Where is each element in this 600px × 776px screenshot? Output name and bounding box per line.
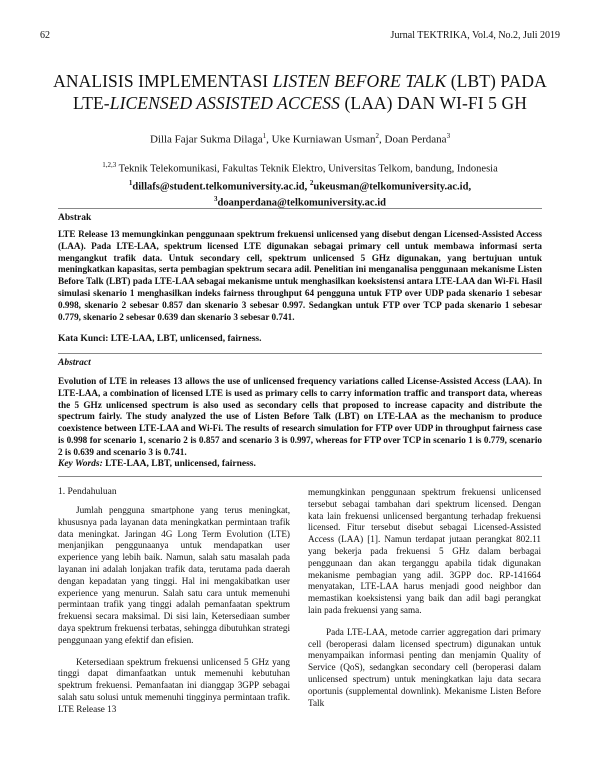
divider bbox=[58, 476, 542, 477]
paragraph: memungkinkan penggunaan spektrum frekuensi unlicensed tersebut sebagai tambahan dari spektrum licensed. Dengan kata lain frekuensi unlicensed bergantung terhadap frekuensi licensed. Fitur tersebut disebut sebagai Licensed-Assisted Access (LAA) [1]. Namun terdapat jutaan perangkat 802.11 yang bekerja pada frekuensi 5 GHz dalam berbagai penggunaan dan akan terganggu apabila tidak digunakan mekanisme pembagian yang adil. 3GPP doc. RP-141664 menyatakan, LTE-LAA harus menjadi good neighbor dan memastikan koeksistensi yang baik dan adil bagi perangkat lain pada frekuensi yang sama. bbox=[308, 487, 541, 615]
key-words: Key Words: LTE-LAA, LBT, unlicensed, fairness. bbox=[58, 459, 256, 469]
journal-header: Jurnal TEKTRIKA, Vol.4, No.2, Juli 2019 bbox=[390, 30, 560, 41]
title-line-2: LTE-LICENSED ASSISTED ACCESS (LAA) DAN WI-FI 5 GH bbox=[73, 93, 527, 113]
affiliation bbox=[40, 158, 560, 210]
paragraph: Ketersediaan spektrum frekuensi unlicensed 5 GHz yang tinggi dapat dimanfaatkan untuk memenuhi kebutuhan spektrum frekuensi. Pemanfaatan ini dianggap 3GPP sebagai salah satu solusi untuk memenuhi tingginya permintaan trafik. LTE Release 13 bbox=[58, 656, 290, 714]
divider bbox=[58, 353, 542, 354]
right-column bbox=[308, 487, 541, 709]
kata-kunci: Kata Kunci: LTE-LAA, LBT, unlicensed, fairness. bbox=[58, 334, 262, 344]
abstrak-text: LTE Release 13 memungkinkan penggunaan spektrum frekuensi unlicensed yang disebut dengan Licensed-Assisted Access (LAA). Pada LTE-LAA, spektrum licensed LTE digunakan sebagai primary cell untuk membawa informasi serta mengangkut trafik data. Untuk secondary cell, spektrum unlicensed 5 GHz digunakan, yang bertujuan untuk meningkatkan kapasitas, serta pembagian spektrum secara adil. Penelitian ini menganalisa penggunaan mekanisme Listen Before Talk (LBT) pada LTE-LAA sebagai mekanisme untuk menghasilkan koeksistensi antara LTE-LAA dan Wi-Fi. Hasil simulasi skenario 1 menghasilkan indeks fairness throughput 64 pengguna untuk FTP over UDP pada skenario 1 sebesar 0.998, skenario 2 sebesar 0.857 dan skenario 3 sebesar 0.997. Sedangkan untuk FTP over TCP pada skenario 1 sebesar 0.779, skenario 2 sebesar 0.639 dan skenario 3 sebesar 0.741. bbox=[58, 229, 542, 322]
left-column bbox=[58, 505, 290, 716]
title-line-1: ANALISIS IMPLEMENTASI LISTEN BEFORE TALK (LBT) PADA bbox=[53, 71, 547, 91]
divider bbox=[58, 208, 542, 209]
email-line-1: $^1$dillafs@student.telkomuniversity.ac.id, $^2$ukeusman@telkomuniversity.ac.id, bbox=[128, 178, 472, 192]
section-heading: 1. Pendahuluan bbox=[58, 487, 117, 497]
abstract-heading: Abstract bbox=[58, 358, 91, 368]
author-list: Dilla Fajar Sukma Dilaga$^1$, Uke Kurniawan Usman$^2$, Doan Perdana$^3$ bbox=[149, 132, 451, 146]
abstrak-heading: Abstrak bbox=[58, 213, 92, 223]
paragraph: Jumlah pengguna smartphone yang terus meningkat, khususnya pada layanan data meningkatkan permintaan trafik data meningkat. Jaringan 4G Long Term Evolution (LTE) menjanjikan penggunaanya untuk mendapatkan user experience yang lebih baik. Namun, salah satu masalah pada layanan ini adalah lonjakan trafik data, terutama pada daerah dengan kepadatan yang tinggi. Hal ini mengakibatkan user experience yang menurun. Salah satu cara untuk memenuhi permintaan trafik yang tinggi adalah pemanfaatan spektrum frekuensi secara maksimal. Di sisi lain, Ketersediaan sumber daya spektrum frekuensi terbatas, sehingga dibutuhkan strategi penggunaan yang efektif dan efisien. bbox=[58, 505, 290, 645]
paper-title bbox=[40, 70, 560, 114]
page-number: 62 bbox=[40, 30, 50, 41]
affiliation-line: $^{1,2,3}$ Teknik Telekomunikasi, Fakultas Teknik Elektro, Universitas Telkom, bandung, Indonesia bbox=[102, 161, 498, 175]
abstract-text: Evolution of LTE in releases 13 allows the use of unlicensed frequency variations called License-Assisted Access (LAA). In LTE-LAA, a combination of licensed LTE is used as primary cells to carry information traffic and transport data, whereas the 5 GHz unlicensed spectrum is also used as secondary cells that proposed to increase capacity and distribute the spectrum fairly. The study analyzed the use of Listen Before Talk (LBT) on LTE-LAA as the mechanism to produce coexistence between LTE-LAA and Wi-Fi. The results of research simulation for FTP over UDP in throughput fairness case is 0.998 for scenario 1, scenario 2 is 0.857 and scenario 3 is 0.997, whereas for FTP over TCP in scenario 1 is 0.779, scenario 2 is 0.639 and scenario 3 is 0.741. bbox=[58, 376, 542, 457]
paragraph: Pada LTE-LAA, metode carrier aggregation dari primary cell (beroperasi dalam licensed spectrum) digunakan untuk menyampaikan informasi penting dan menjamin Quality of Service (QoS), sedangkan secondary cell (beroperasi dalam unlicensed spectrum) untuk meningkatkan laju data secara oportunis (supplemental downlink). Mekanisme Listen Before Talk bbox=[308, 626, 541, 708]
email-line-2: $^3$doanperdana@telkomuniversity.ac.id bbox=[214, 195, 386, 209]
